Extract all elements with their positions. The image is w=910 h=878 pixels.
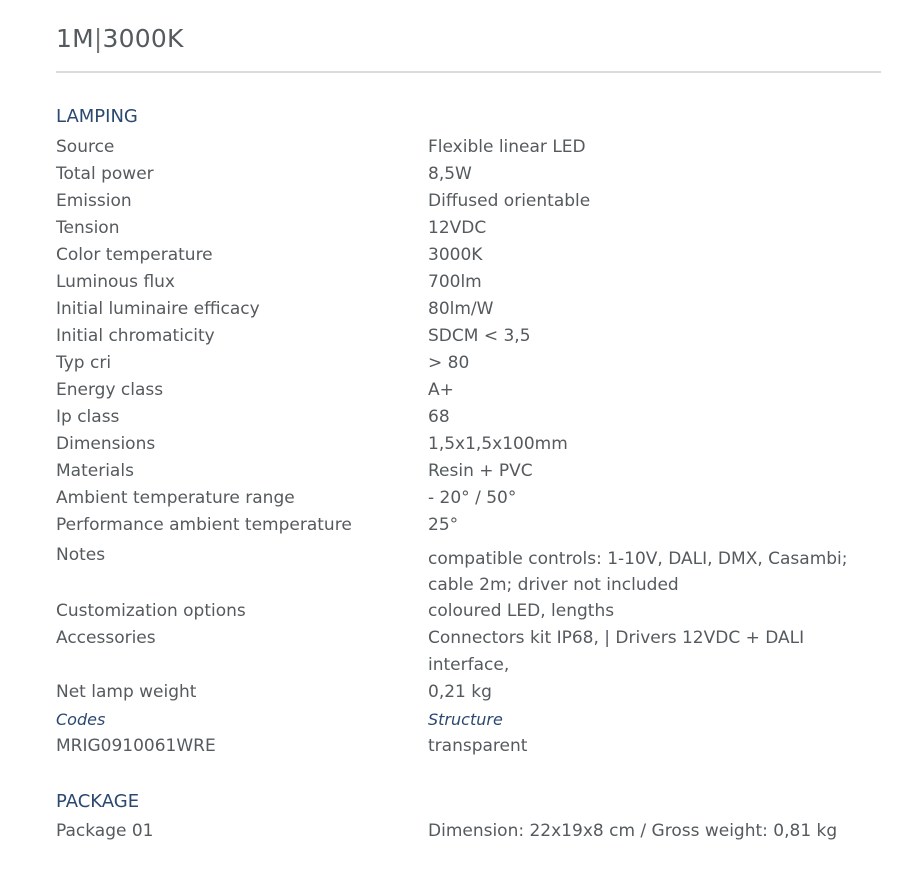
spec-row-energy-class — [56, 377, 876, 404]
spec-row-initial-chromaticity — [56, 323, 876, 350]
spec-label: Color temperature — [56, 245, 213, 265]
spec-label: Performance ambient temperature — [56, 515, 352, 535]
package-value: Dimension: 22x19x8 cm / Gross weight: 0,81 kg — [428, 821, 838, 841]
spec-row-customization-options — [56, 598, 876, 625]
spec-row-ambient-temperature-range — [56, 485, 876, 512]
title-color-temp: 3000K — [102, 24, 184, 53]
spec-row-notes — [56, 539, 876, 598]
spec-label: Energy class — [56, 380, 164, 400]
spec-label: Dimensions — [56, 434, 156, 454]
lamping-heading: LAMPING — [56, 106, 138, 127]
title-divider — [56, 71, 881, 73]
spec-value: A+ — [428, 380, 454, 400]
spec-label: Notes — [56, 545, 106, 565]
lamping-spec-table — [56, 134, 876, 706]
codes-structure-block — [56, 707, 876, 760]
spec-value: Diffused orientable — [428, 191, 591, 211]
spec-label: Ambient temperature range — [56, 488, 295, 508]
spec-label: Total power — [56, 164, 154, 184]
spec-value: SDCM < 3,5 — [428, 326, 531, 346]
spec-row-emission — [56, 188, 876, 215]
spec-label: Ip class — [56, 407, 120, 427]
spec-value: - 20° / 50° — [428, 488, 517, 508]
spec-value: 1,5x1,5x100mm — [428, 434, 568, 454]
spec-label: Source — [56, 137, 115, 157]
title-length: 1M — [56, 24, 94, 53]
spec-row-accessories — [56, 625, 876, 679]
spec-label: Typ cri — [56, 353, 112, 373]
spec-value: 80lm/W — [428, 299, 494, 319]
codes-column — [56, 707, 428, 760]
codes-heading: Codes — [56, 710, 106, 729]
spec-value: 25° — [428, 515, 459, 535]
spec-row-color-temperature — [56, 242, 876, 269]
spec-value: coloured LED, lengths — [428, 601, 615, 621]
package-row — [56, 818, 876, 845]
spec-label: Luminous flux — [56, 272, 175, 292]
spec-value: 3000K — [428, 245, 483, 265]
spec-row-total-power — [56, 161, 876, 188]
package-label: Package 01 — [56, 821, 154, 841]
spec-row-ip-class — [56, 404, 876, 431]
spec-label: Emission — [56, 191, 132, 211]
spec-label: Accessories — [56, 628, 156, 648]
spec-row-tension — [56, 215, 876, 242]
spec-label: Materials — [56, 461, 134, 481]
spec-value: Connectors kit IP68, | Drivers 12VDC + DALI interface, — [428, 628, 805, 675]
spec-value: Flexible linear LED — [428, 137, 586, 157]
page-title — [56, 24, 184, 53]
spec-row-net-lamp-weight — [56, 679, 876, 706]
title-separator: | — [93, 24, 103, 53]
package-heading: PACKAGE — [56, 791, 140, 812]
spec-label: Net lamp weight — [56, 682, 197, 702]
spec-label: Tension — [56, 218, 120, 238]
structure-column — [428, 707, 876, 760]
spec-value: > 80 — [428, 353, 470, 373]
spec-label: Initial chromaticity — [56, 326, 215, 346]
spec-row-initial-efficacy — [56, 296, 876, 323]
spec-label: Initial luminaire efficacy — [56, 299, 260, 319]
structure-heading: Structure — [428, 710, 503, 729]
spec-value: 68 — [428, 407, 450, 427]
spec-value: Resin + PVC — [428, 461, 533, 481]
spec-label: Customization options — [56, 601, 246, 621]
spec-row-dimensions — [56, 431, 876, 458]
spec-value: 12VDC — [428, 218, 487, 238]
spec-row-luminous-flux — [56, 269, 876, 296]
spec-value: 0,21 kg — [428, 682, 492, 702]
spec-row-typ-cri — [56, 350, 876, 377]
spec-value: compatible controls: 1-10V, DALI, DMX, Casambi; cable 2m; driver not included — [428, 549, 848, 595]
spec-row-source — [56, 134, 876, 161]
spec-value: 8,5W — [428, 164, 472, 184]
structure-value: transparent — [428, 736, 528, 756]
spec-row-performance-ambient-temperature — [56, 512, 876, 539]
product-code: MRIG0910061WRE — [56, 736, 216, 756]
spec-value: 700lm — [428, 272, 482, 292]
spec-row-materials — [56, 458, 876, 485]
